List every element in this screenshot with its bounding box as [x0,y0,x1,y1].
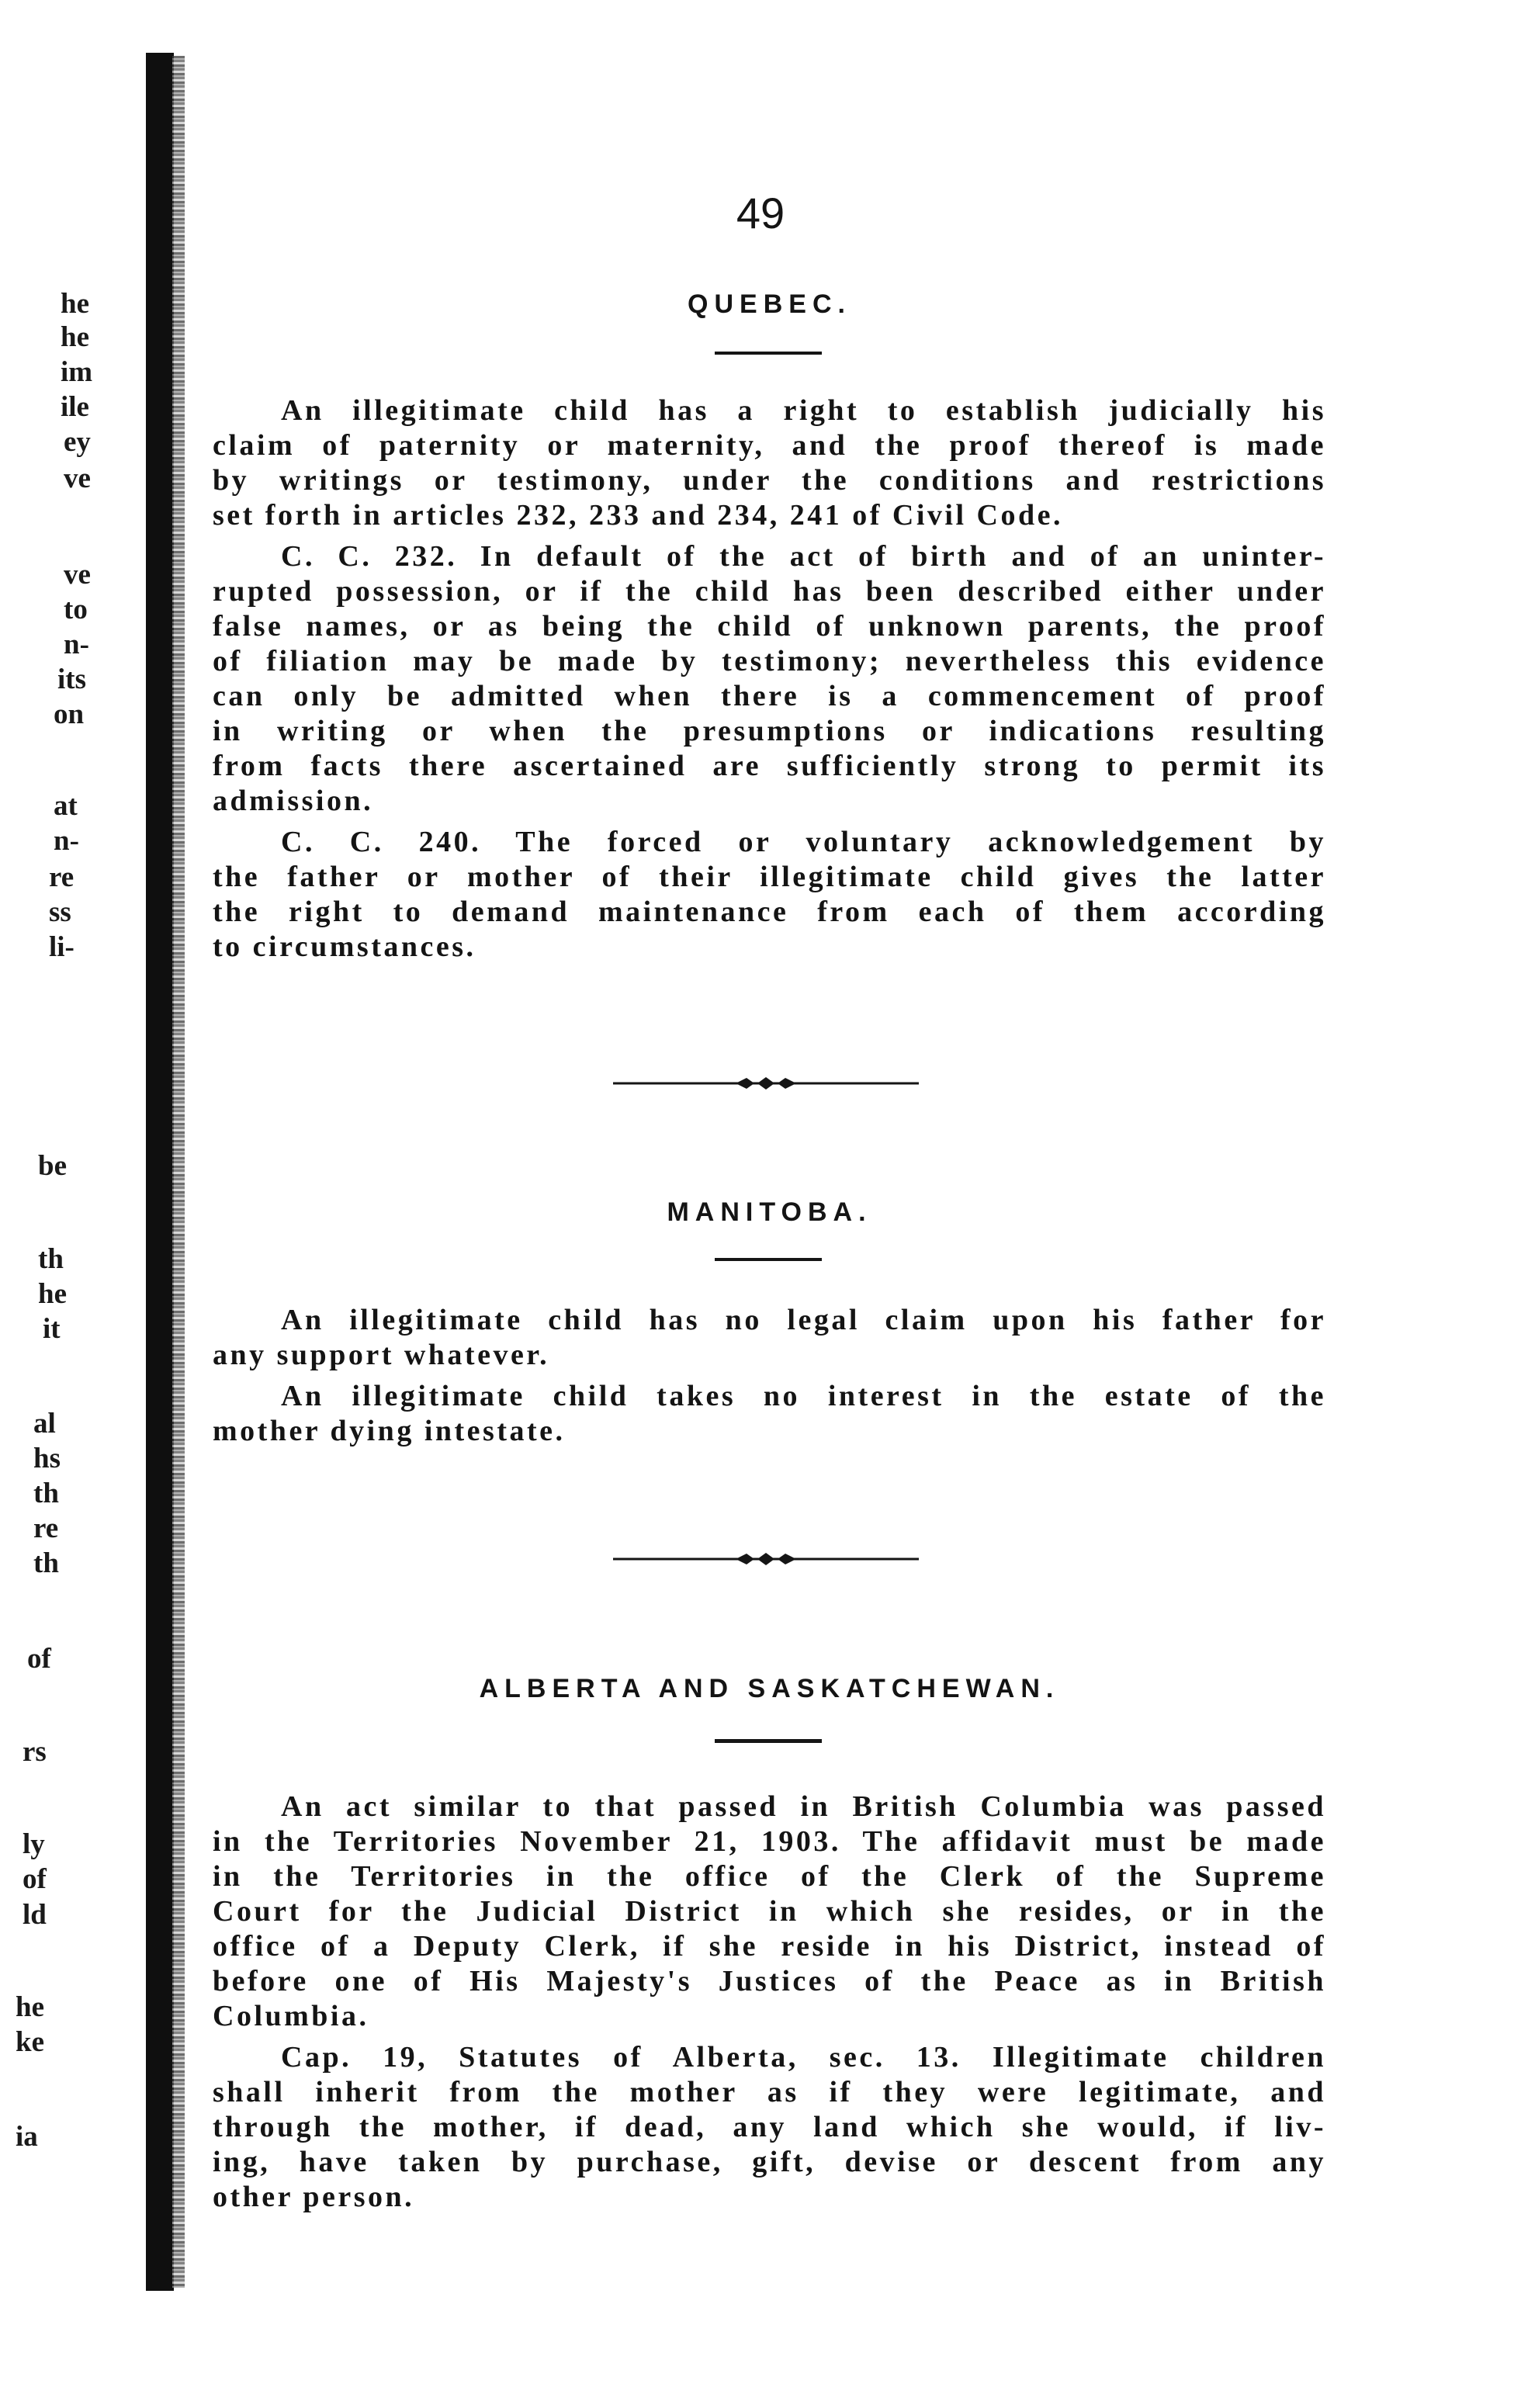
text-line: Court for the Judicial District in which she resides, or in the [213,1895,1326,1928]
text-line: by writings or testimony, under the conditions and restrictions [213,464,1326,497]
section-heading-manitoba: MANITOBA. [667,1197,872,1227]
margin-fragment: re [49,861,74,893]
text-line: An illegitimate child takes no interest in the estate of the [281,1380,1326,1412]
text-line: the father or mother of their illegitimate child gives the latter [213,861,1326,893]
margin-fragment: hs [33,1443,61,1474]
paragraph [213,1379,1326,1449]
text-line: the right to demand maintenance from each of them according [213,896,1326,928]
margin-fragment: ia [16,2121,38,2153]
section-divider-ornament [613,1550,919,1568]
paragraph [213,539,1326,819]
margin-fragment: ld [23,1899,47,1931]
text-line: any support whatever. [213,1339,550,1371]
margin-fragment: it [43,1313,61,1345]
margin-fragment: on [54,698,85,730]
margin-fragment: he [16,1991,44,2023]
paragraph [213,1790,1326,2034]
heading-rule [715,352,822,355]
text-line: C. C. 232. In default of the act of birth and of an uninter- [281,540,1326,573]
margin-fragment: n- [64,629,89,660]
margin-fragment: th [38,1243,64,1275]
margin-fragment: of [23,1863,47,1895]
text-line: from facts there ascertained are sufficiently strong to permit its [213,750,1326,782]
text-line: An illegitimate child has a right to establish judicially his [281,394,1326,427]
margin-fragment: its [57,663,86,695]
margin-fragment: ey [64,426,91,458]
text-line: to circumstances. [213,930,476,963]
paragraph [213,393,1326,533]
margin-fragment: he [61,321,89,353]
margin-fragment: ly [23,1828,45,1860]
heading-rule [715,1739,822,1743]
margin-fragment: to [64,594,88,625]
text-line: ing, have taken by purchase, gift, devise or descent from any [213,2146,1326,2178]
section-quebec [213,393,1326,965]
text-line: set forth in articles 232, 233 and 234, 241 of Civil Code. [213,499,1063,532]
paragraph [213,2040,1326,2215]
text-line: before one of His Majesty's Justices of the Peace as in British [213,1965,1326,1997]
text-line: in the Territories in the office of the Clerk of the Supreme [213,1860,1326,1893]
paragraph [213,1303,1326,1373]
section-divider-ornament [613,1074,919,1093]
margin-fragment: n- [54,825,79,857]
section-alberta-saskatchewan [213,1790,1326,2215]
text-line: Columbia. [213,2000,369,2032]
text-line: of filiation may be made by testimony; nevertheless this evidence [213,645,1326,677]
binding-shadow-fringe [172,56,185,2288]
text-line: other person. [213,2181,415,2213]
heading-rule [715,1258,822,1261]
margin-fragment: al [33,1408,56,1440]
margin-fragment: be [38,1150,67,1182]
text-line: An act similar to that passed in British Columbia was passed [281,1790,1326,1823]
text-line: claim of paternity or maternity, and the proof thereof is made [213,429,1326,462]
margin-fragment: ss [49,896,71,928]
margin-fragment: at [54,790,78,822]
text-line: C. C. 240. The forced or voluntary acknowledgement by [281,826,1326,858]
margin-fragment: ile [61,391,89,423]
section-manitoba [213,1303,1326,1449]
text-line: Cap. 19, Statutes of Alberta, sec. 13. Illegitimate children [281,2041,1326,2074]
margin-fragment: re [33,1512,59,1544]
paragraph [213,825,1326,965]
text-line: rupted possession, or if the child has been described either under [213,575,1326,608]
margin-fragment: im [61,356,93,388]
section-heading-alberta-saskatchewan: ALBERTA AND SASKATCHEWAN. [479,1674,1060,1703]
margin-fragment: he [38,1278,67,1310]
text-line: An illegitimate child has no legal claim upon his father for [281,1304,1326,1336]
margin-fragment: th [33,1478,59,1509]
margin-fragment: th [33,1547,59,1579]
binding-shadow-bar [146,53,174,2291]
text-line: in writing or when the presumptions or indications resulting [213,715,1326,747]
text-line: shall inherit from the mother as if they were legitimate, and [213,2076,1326,2108]
text-line: admission. [213,785,374,817]
page-number: 49 [736,189,785,237]
text-line: office of a Deputy Clerk, if she reside in his District, instead of [213,1930,1326,1963]
margin-fragment: he [61,288,89,320]
margin-fragment: ve [64,559,91,591]
margin-fragment: rs [23,1736,47,1768]
margin-fragment: li- [49,931,74,963]
text-line: mother dying intestate. [213,1415,566,1447]
margin-fragment: ke [16,2026,44,2058]
section-heading-quebec: QUEBEC. [688,289,851,319]
margin-fragment: ve [64,463,91,494]
margin-fragment: of [27,1643,51,1675]
text-line: in the Territories November 21, 1903. The affidavit must be made [213,1825,1326,1858]
text-line: can only be admitted when there is a commencement of proof [213,680,1326,712]
text-line: false names, or as being the child of unknown parents, the proof [213,610,1326,643]
text-line: through the mother, if dead, any land which she would, if liv- [213,2111,1326,2143]
